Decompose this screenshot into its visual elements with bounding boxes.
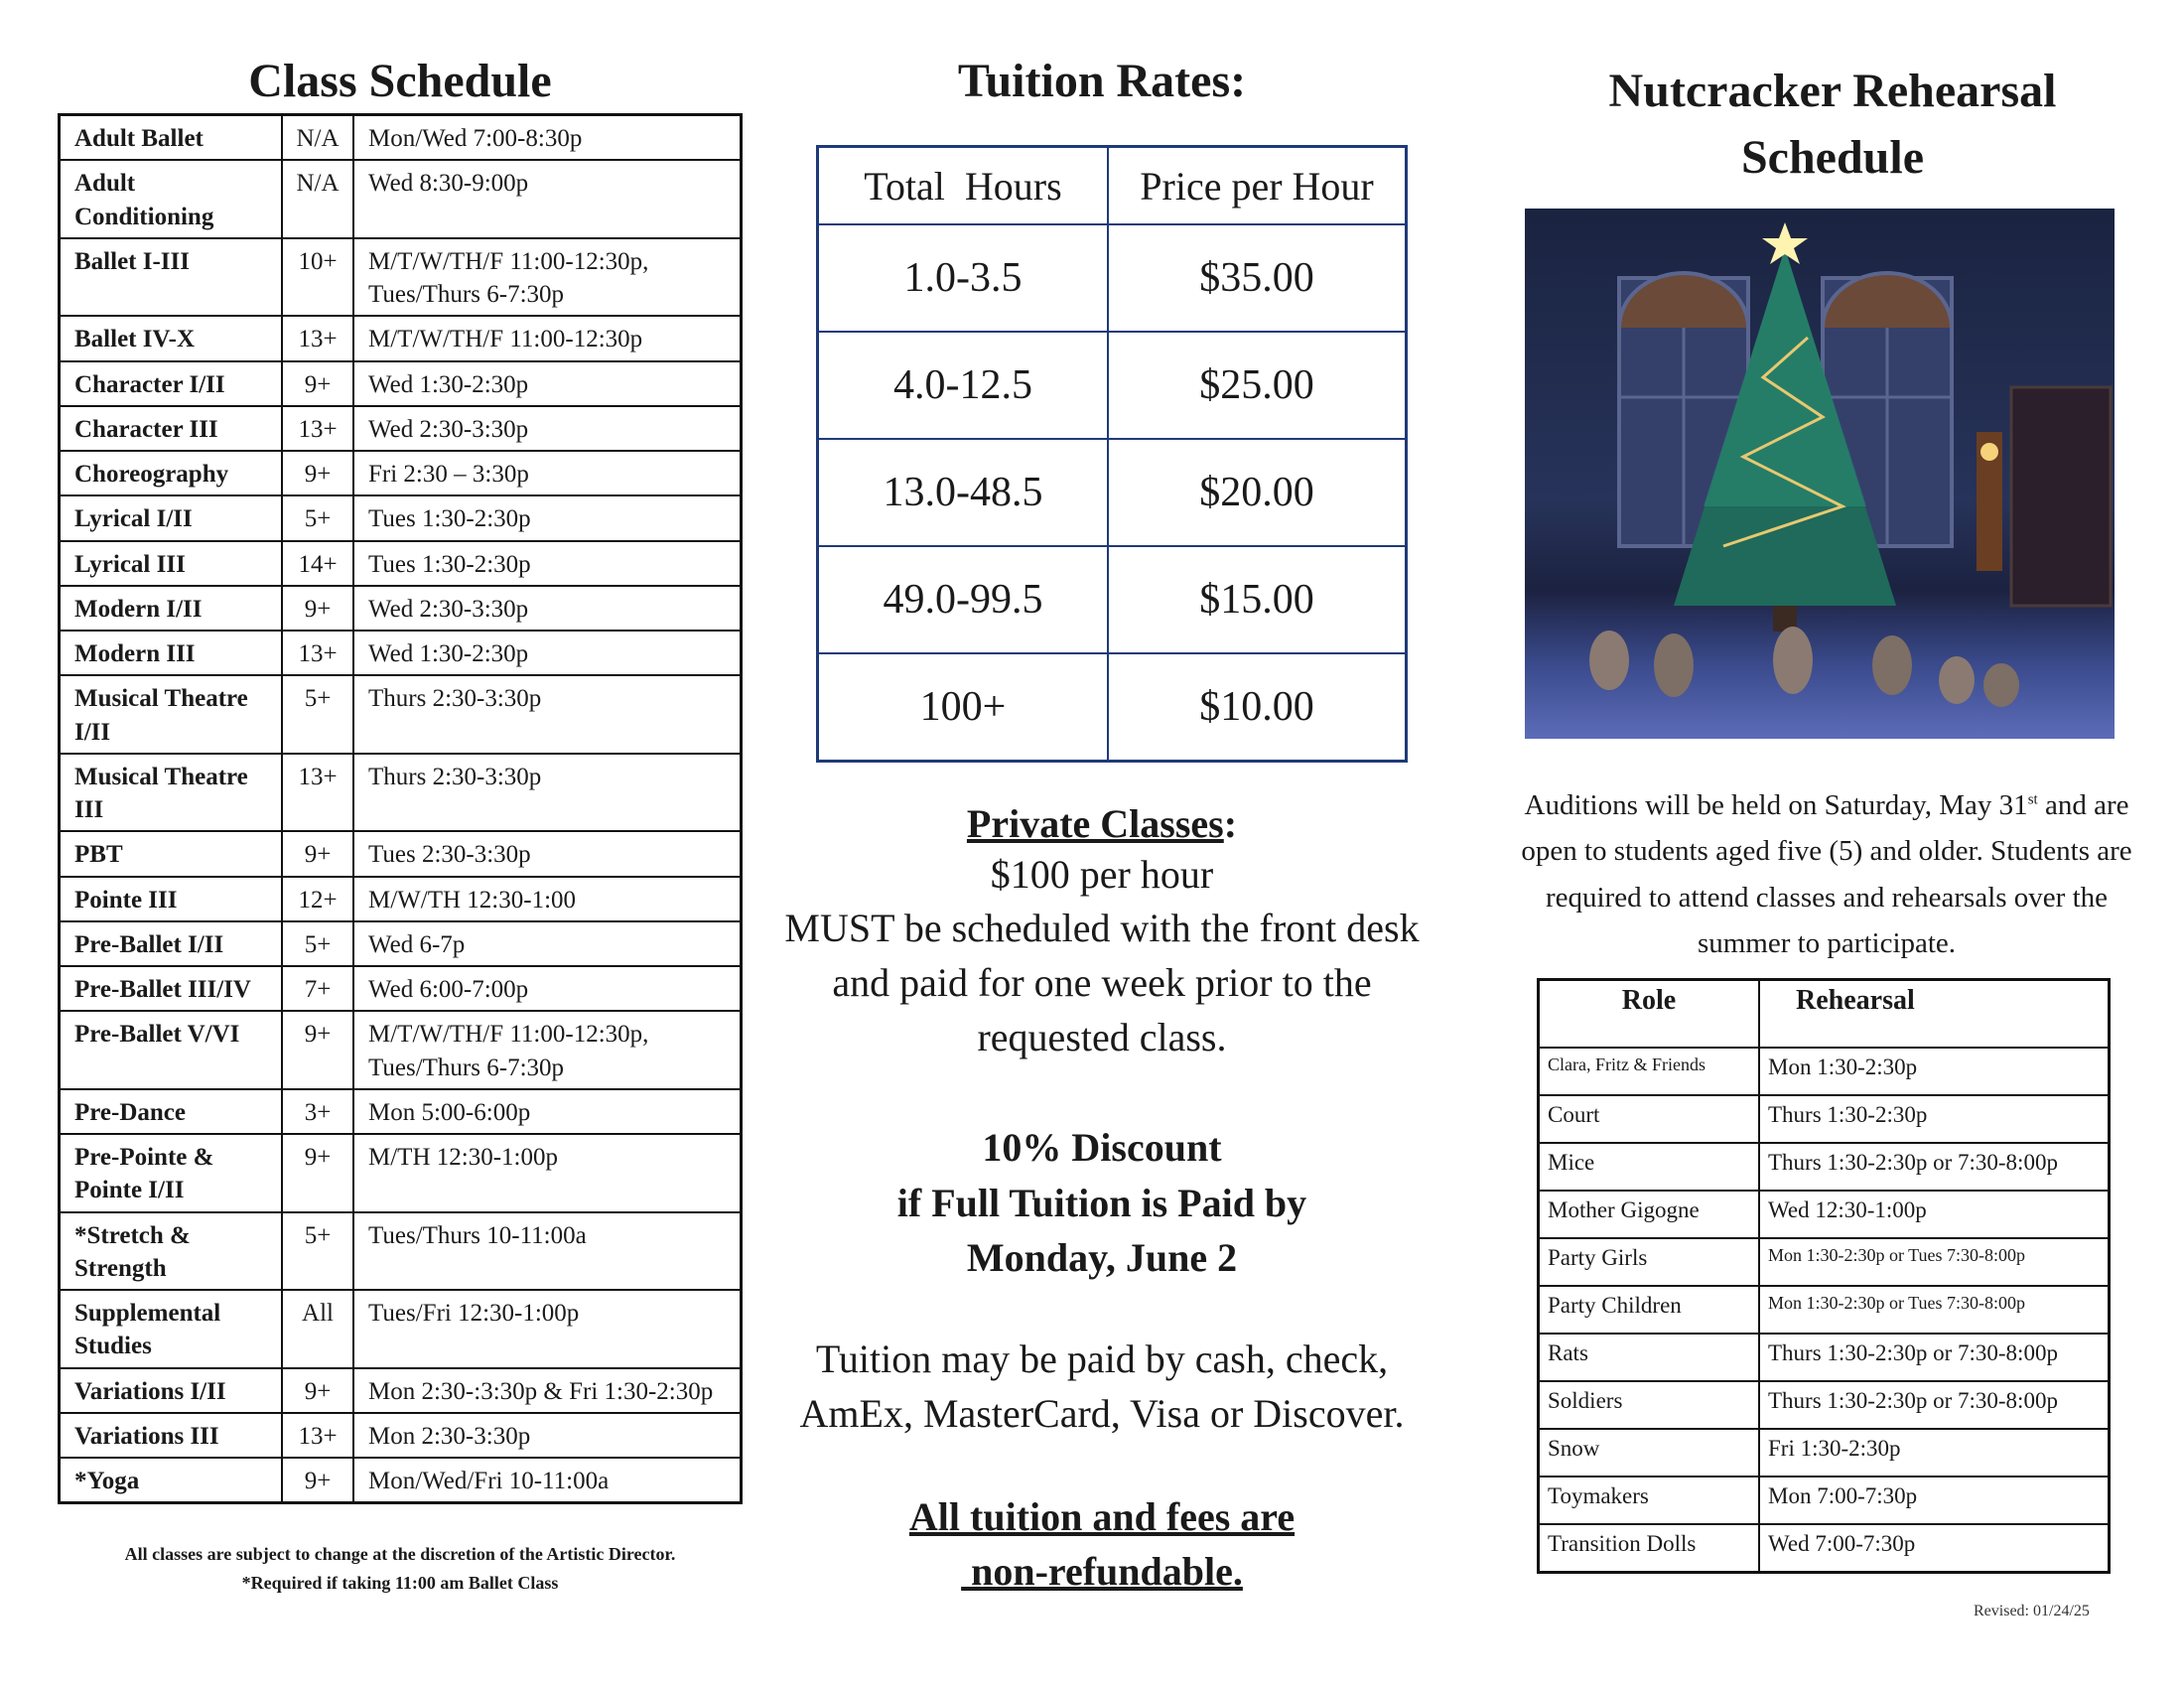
tuition-row [818, 224, 1407, 332]
refund-line-1: All tuition and fees are [908, 1493, 1296, 1539]
class-schedule-title: Class Schedule [248, 55, 552, 107]
class-time-cell: Thurs 2:30-3:30p [353, 754, 742, 832]
tuition-header-row [818, 147, 1407, 225]
role-cell: Mice [1539, 1143, 1760, 1191]
class-row [60, 1413, 742, 1458]
class-age-cell: 5+ [282, 921, 353, 966]
class-name-cell: Lyrical I/II [60, 495, 283, 540]
class-row [60, 921, 742, 966]
rehearsal-time-cell: Thurs 1:30-2:30p or 7:30-8:00p [1759, 1334, 2110, 1381]
class-age-cell: All [282, 1290, 353, 1368]
class-name-cell: Pointe III [60, 877, 283, 921]
discount-notice [774, 1120, 1430, 1285]
discount-line-3: Monday, June 2 [966, 1234, 1238, 1280]
audition-date-suffix: st [2027, 791, 2038, 808]
class-row [60, 1212, 742, 1291]
refund-line-2: non-refundable. [961, 1548, 1243, 1594]
rehearsal-time-cell: Thurs 1:30-2:30p [1759, 1095, 2110, 1143]
role-cell: Transition Dolls [1539, 1524, 1760, 1573]
rehearsal-row [1539, 1381, 2110, 1429]
class-name-cell: Pre-Ballet I/II [60, 921, 283, 966]
class-age-cell: 9+ [282, 1368, 353, 1413]
class-age-cell: 5+ [282, 1212, 353, 1291]
class-name-cell: Pre-Pointe & Pointe I/II [60, 1134, 283, 1212]
class-name-cell: Ballet I-III [60, 238, 283, 317]
class-time-cell: M/T/W/TH/F 11:00-12:30p, Tues/Thurs 6-7:30p [353, 238, 742, 317]
price-header: Price per Hour [1108, 147, 1407, 225]
class-row [60, 877, 742, 921]
class-name-cell: Variations I/II [60, 1368, 283, 1413]
hours-cell: 100+ [818, 653, 1109, 762]
class-age-cell: 3+ [282, 1089, 353, 1134]
role-header: Role [1539, 980, 1760, 1049]
class-time-cell: Mon 2:30-:3:30p & Fri 1:30-2:30p [353, 1368, 742, 1413]
class-age-cell: 5+ [282, 495, 353, 540]
class-name-cell: *Stretch & Strength [60, 1212, 283, 1291]
private-classes-price: $100 per hour [990, 852, 1214, 897]
class-name-cell: Modern I/II [60, 586, 283, 631]
tuition-row [818, 546, 1407, 653]
private-classes-heading [774, 800, 1430, 848]
class-age-cell: N/A [282, 115, 353, 161]
christmas-tree-scene-image [1525, 209, 2115, 739]
discount-line-2: if Full Tuition is Paid by [896, 1180, 1307, 1225]
rehearsal-time-cell: Thurs 1:30-2:30p or 7:30-8:00p [1759, 1143, 2110, 1191]
rehearsal-row [1539, 1048, 2110, 1095]
class-age-cell: 9+ [282, 586, 353, 631]
rehearsal-time-cell: Mon 1:30-2:30p [1759, 1048, 2110, 1095]
class-age-cell: 10+ [282, 238, 353, 317]
class-age-cell: 9+ [282, 361, 353, 406]
class-name-cell: Ballet IV-X [60, 316, 283, 360]
nutcracker-title [1525, 58, 2140, 191]
class-time-cell: Wed 8:30-9:00p [353, 160, 742, 238]
class-name-cell: Lyrical III [60, 541, 283, 586]
schedule-note-required: *Required if taking 11:00 am Ballet Class [241, 1573, 559, 1594]
rehearsal-row [1539, 1524, 2110, 1573]
class-age-cell: 9+ [282, 831, 353, 876]
class-age-cell: 5+ [282, 675, 353, 754]
class-name-cell: Choreography [60, 451, 283, 495]
class-name-cell: Pre-Ballet V/VI [60, 1011, 283, 1089]
class-age-cell: 13+ [282, 1413, 353, 1458]
class-age-cell: 9+ [282, 1458, 353, 1503]
class-name-cell: Adult Ballet [60, 115, 283, 161]
role-cell: Snow [1539, 1429, 1760, 1477]
class-time-cell: Mon 2:30-3:30p [353, 1413, 742, 1458]
nutcracker-section [1521, 0, 2140, 1619]
private-classes-policy: MUST be scheduled with the front desk and paid for one week prior to the requested class. [784, 906, 1420, 1059]
rehearsal-row [1539, 1429, 2110, 1477]
class-row [60, 1368, 742, 1413]
role-cell: Soldiers [1539, 1381, 1760, 1429]
role-cell: Rats [1539, 1334, 1760, 1381]
class-name-cell: Musical Theatre I/II [60, 675, 283, 754]
audition-text-start: Auditions will be held on Saturday, May 31 [1524, 789, 2028, 821]
class-row [60, 495, 742, 540]
class-time-cell: Wed 1:30-2:30p [353, 631, 742, 675]
rehearsal-header: Rehearsal [1759, 980, 2110, 1049]
payment-methods: Tuition may be paid by cash, check, AmEx, MasterCard, Visa or Discover. [799, 1336, 1405, 1436]
class-age-cell: 13+ [282, 631, 353, 675]
class-age-cell: 7+ [282, 966, 353, 1011]
class-name-cell: Musical Theatre III [60, 754, 283, 832]
class-name-cell: Modern III [60, 631, 283, 675]
rehearsal-time-cell: Wed 7:00-7:30p [1759, 1524, 2110, 1573]
class-row [60, 966, 742, 1011]
class-time-cell: Wed 2:30-3:30p [353, 586, 742, 631]
class-time-cell: M/W/TH 12:30-1:00 [353, 877, 742, 921]
class-age-cell: 9+ [282, 1134, 353, 1212]
tuition-rates-table [816, 145, 1408, 763]
hours-cell: 4.0-12.5 [818, 332, 1109, 439]
class-row [60, 451, 742, 495]
class-row [60, 238, 742, 317]
private-classes-title: Private Classes [966, 801, 1224, 846]
class-name-cell: Pre-Dance [60, 1089, 283, 1134]
rehearsal-time-cell: Thurs 1:30-2:30p or 7:30-8:00p [1759, 1381, 2110, 1429]
discount-line-1: 10% Discount [982, 1125, 1222, 1171]
class-name-cell: *Yoga [60, 1458, 283, 1503]
role-cell: Party Girls [1539, 1238, 1760, 1286]
class-age-cell: N/A [282, 160, 353, 238]
role-cell: Clara, Fritz & Friends [1539, 1048, 1760, 1095]
class-row [60, 160, 742, 238]
class-row [60, 1458, 742, 1503]
class-time-cell: Mon 5:00-6:00p [353, 1089, 742, 1134]
rehearsal-row [1539, 1143, 2110, 1191]
class-age-cell: 9+ [282, 451, 353, 495]
rehearsal-time-cell: Wed 12:30-1:00p [1759, 1191, 2110, 1238]
class-name-cell: Pre-Ballet III/IV [60, 966, 283, 1011]
rehearsal-time-cell: Mon 7:00-7:30p [1759, 1477, 2110, 1524]
class-time-cell: Tues 1:30-2:30p [353, 541, 742, 586]
class-row [60, 831, 742, 876]
class-time-cell: Tues/Thurs 10-11:00a [353, 1212, 742, 1291]
rehearsal-row [1539, 1238, 2110, 1286]
class-name-cell: Character I/II [60, 361, 283, 406]
class-time-cell: Wed 6:00-7:00p [353, 966, 742, 1011]
rehearsal-row [1539, 1191, 2110, 1238]
class-row [60, 316, 742, 360]
class-name-cell: Adult Conditioning [60, 160, 283, 238]
class-time-cell: Mon/Wed 7:00-8:30p [353, 115, 742, 161]
rehearsal-row [1539, 1334, 2110, 1381]
class-row [60, 1011, 742, 1089]
class-time-cell: Fri 2:30 – 3:30p [353, 451, 742, 495]
class-age-cell: 13+ [282, 754, 353, 832]
price-cell: $25.00 [1108, 332, 1407, 439]
tuition-row [818, 439, 1407, 546]
revised-date: Revised: 01/24/25 [1974, 1603, 2090, 1619]
nutcracker-stage-photo [1525, 209, 2115, 739]
hours-header: Total Hours [818, 147, 1109, 225]
class-row [60, 1134, 742, 1212]
class-time-cell: Mon/Wed/Fri 10-11:00a [353, 1458, 742, 1503]
schedule-note-change: All classes are subject to change at the discretion of the Artistic Director. [124, 1544, 676, 1565]
role-cell: Mother Gigogne [1539, 1191, 1760, 1238]
hours-cell: 1.0-3.5 [818, 224, 1109, 332]
class-name-cell: Character III [60, 406, 283, 451]
class-schedule-section [58, 0, 743, 1598]
class-time-cell: Tues 2:30-3:30p [353, 831, 742, 876]
class-age-cell: 13+ [282, 316, 353, 360]
class-time-cell: Tues 1:30-2:30p [353, 495, 742, 540]
class-row [60, 361, 742, 406]
rehearsal-row [1539, 1286, 2110, 1334]
private-classes-colon: : [1223, 801, 1238, 846]
nutcracker-title-line-2: Schedule [1740, 131, 1925, 185]
class-row [60, 631, 742, 675]
class-row [60, 586, 742, 631]
rehearsal-time-cell: Mon 1:30-2:30p or Tues 7:30-8:00p [1759, 1238, 2110, 1286]
nutcracker-title-line-1: Nutcracker Rehearsal [1608, 65, 2057, 117]
schedule-notes [58, 1540, 743, 1598]
class-time-cell: M/T/W/TH/F 11:00-12:30p, Tues/Thurs 6-7:30p [353, 1011, 742, 1089]
class-name-cell: Supplemental Studies [60, 1290, 283, 1368]
class-row [60, 541, 742, 586]
role-cell: Court [1539, 1095, 1760, 1143]
audition-text-end: and are open to students aged five (5) and older. Students are required to attend classes and rehearsals over the summer to participate. [1521, 789, 2132, 960]
tuition-title: Tuition Rates: [957, 55, 1247, 107]
class-row [60, 754, 742, 832]
tuition-row [818, 332, 1407, 439]
rehearsal-time-cell: Fri 1:30-2:30p [1759, 1429, 2110, 1477]
class-age-cell: 9+ [282, 1011, 353, 1089]
class-name-cell: PBT [60, 831, 283, 876]
class-schedule-table [58, 113, 743, 1504]
class-row [60, 1290, 742, 1368]
class-row [60, 406, 742, 451]
class-row [60, 115, 742, 161]
class-name-cell: Variations III [60, 1413, 283, 1458]
class-row [60, 1089, 742, 1134]
rehearsal-header-row [1539, 980, 2110, 1049]
role-cell: Party Children [1539, 1286, 1760, 1334]
price-cell: $15.00 [1108, 546, 1407, 653]
price-cell: $10.00 [1108, 653, 1407, 762]
class-age-cell: 13+ [282, 406, 353, 451]
class-age-cell: 12+ [282, 877, 353, 921]
hours-cell: 49.0-99.5 [818, 546, 1109, 653]
class-time-cell: Tues/Fri 12:30-1:00p [353, 1290, 742, 1368]
rehearsal-schedule-table [1537, 978, 2111, 1574]
class-time-cell: Wed 6-7p [353, 921, 742, 966]
class-time-cell: Wed 2:30-3:30p [353, 406, 742, 451]
rehearsal-time-cell: Mon 1:30-2:30p or Tues 7:30-8:00p [1759, 1286, 2110, 1334]
refund-policy [774, 1489, 1430, 1599]
rehearsal-row [1539, 1095, 2110, 1143]
role-cell: Toymakers [1539, 1477, 1760, 1524]
class-time-cell: M/T/W/TH/F 11:00-12:30p [353, 316, 742, 360]
price-cell: $20.00 [1108, 439, 1407, 546]
price-cell: $35.00 [1108, 224, 1407, 332]
rehearsal-row [1539, 1477, 2110, 1524]
class-time-cell: Wed 1:30-2:30p [353, 361, 742, 406]
hours-cell: 13.0-48.5 [818, 439, 1109, 546]
audition-info [1519, 782, 2134, 967]
tuition-row [818, 653, 1407, 762]
class-time-cell: M/TH 12:30-1:00p [353, 1134, 742, 1212]
class-age-cell: 14+ [282, 541, 353, 586]
tuition-section [774, 0, 1430, 1599]
class-row [60, 675, 742, 754]
class-time-cell: Thurs 2:30-3:30p [353, 675, 742, 754]
